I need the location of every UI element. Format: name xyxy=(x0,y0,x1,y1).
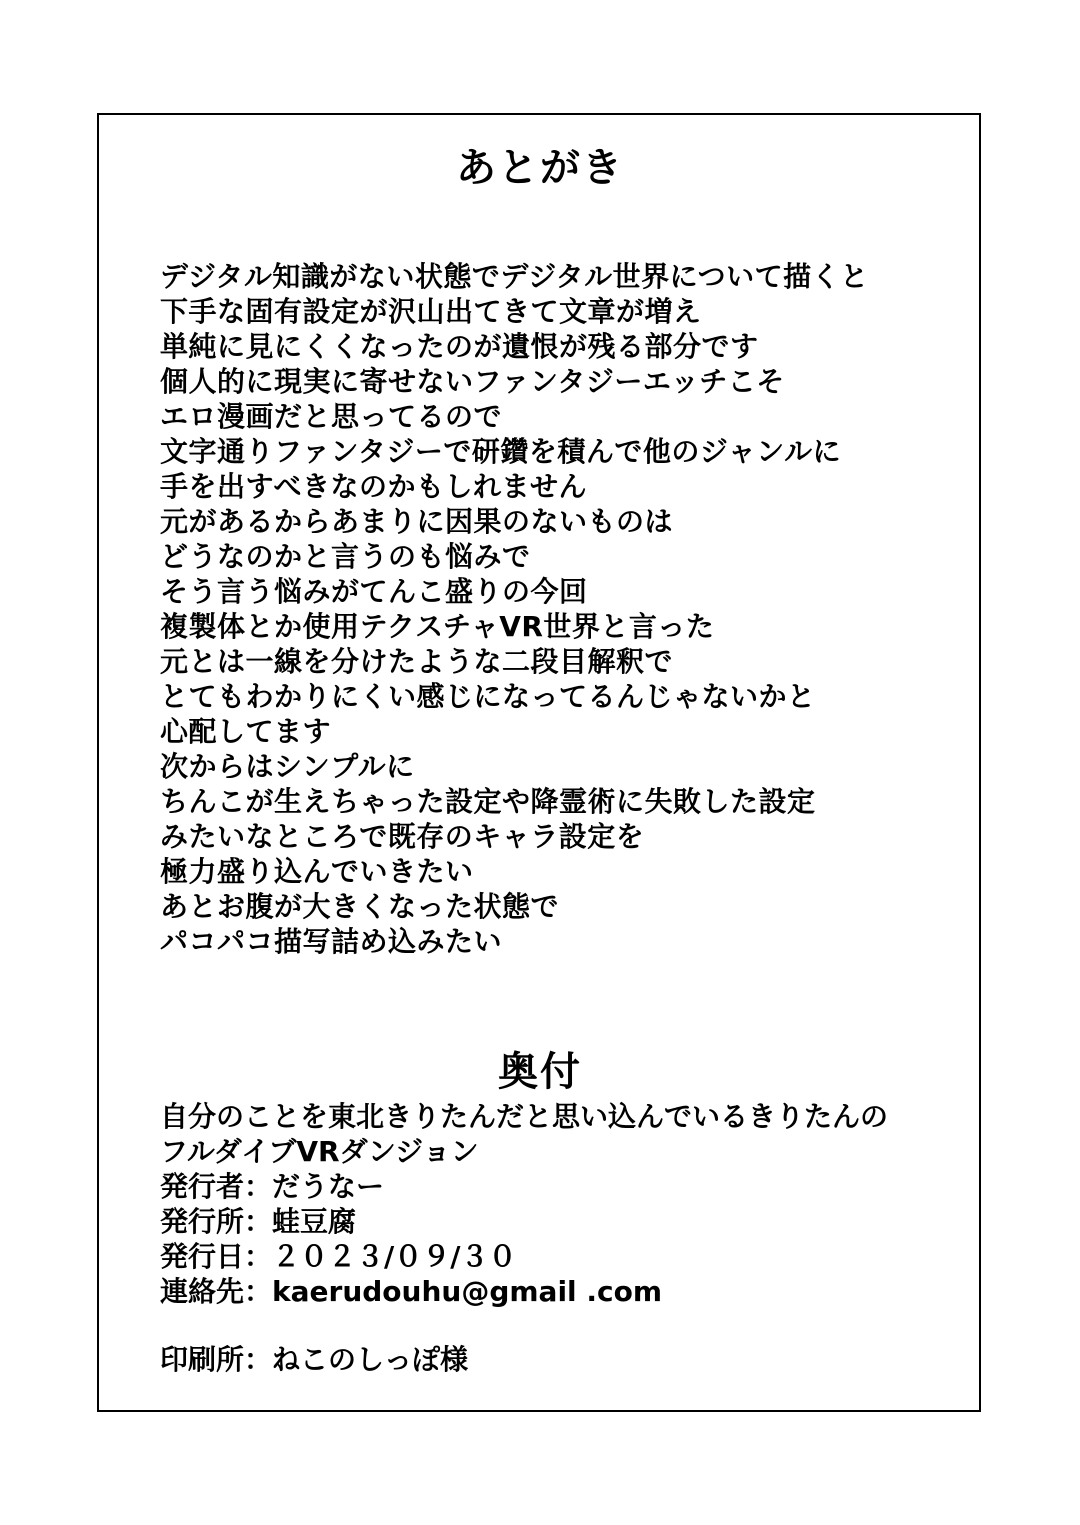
colophon-title: 奥付 xyxy=(498,1049,582,1095)
afterword-line: そう言う悩みがてんこ盛りの今回 xyxy=(160,575,588,608)
afterword-line: パコパコ描写詰め込みたい xyxy=(160,925,503,958)
afterword-line: デジタル知識がない状態でデジタル世界について描くと xyxy=(160,260,869,293)
colophon-details xyxy=(160,1099,960,1309)
issue-date: 発行日：２０２３/０９/３０ xyxy=(160,1240,517,1273)
afterword-line: あとお腹が大きくなった状態で xyxy=(160,890,560,923)
afterword-line: エロ漫画だと思ってるので xyxy=(160,400,503,433)
afterword-line: 手を出すべきなのかもしれません xyxy=(160,470,587,503)
printer-credit: 印刷所：ねこのしっぽ様 xyxy=(160,1343,469,1376)
work-title-line-2: フルダイブVRダンジョン xyxy=(160,1135,479,1168)
afterword-line: 次からはシンプルに xyxy=(160,750,415,783)
contact-email: 連絡先：kaerudouhu@gmail .com xyxy=(160,1275,663,1308)
afterword-line: どうなのかと言うのも悩みで xyxy=(160,540,531,573)
afterword-body xyxy=(160,259,960,959)
publisher-org: 発行所：蛙豆腐 xyxy=(160,1205,357,1238)
afterword-line: 文字通りファンタジーで研鑽を積んで他のジャンルに xyxy=(160,435,842,468)
afterword-line: 単純に見にくくなったのが遺恨が残る部分です xyxy=(160,330,759,363)
afterword-title: あとがき xyxy=(456,145,624,191)
afterword-line: 個人的に現実に寄せないファンタジーエッチこそ xyxy=(160,365,785,398)
afterword-line: ちんこが生えちゃった設定や降霊術に失敗した設定 xyxy=(160,785,816,818)
publisher-person: 発行者：だうなー xyxy=(160,1170,385,1203)
afterword-line: 心配してます xyxy=(160,715,332,748)
afterword-line: とてもわかりにくい感じになってるんじゃないかと xyxy=(160,680,816,713)
afterword-line: 極力盛り込んでいきたい xyxy=(160,855,474,888)
afterword-line: 元とは一線を分けたような二段目解釈で xyxy=(160,645,674,678)
afterword-line: 複製体とか使用テクスチャVR世界と言った xyxy=(160,610,715,643)
afterword-line: 元があるからあまりに因果のないものは xyxy=(160,505,674,538)
afterword-line: みたいなところで既存のキャラ設定を xyxy=(160,820,645,853)
work-title-line-1: 自分のことを東北きりたんだと思い込んでいるきりたんの xyxy=(160,1100,889,1133)
afterword-line: 下手な固有設定が沢山出てきて文章が増え xyxy=(160,295,702,328)
